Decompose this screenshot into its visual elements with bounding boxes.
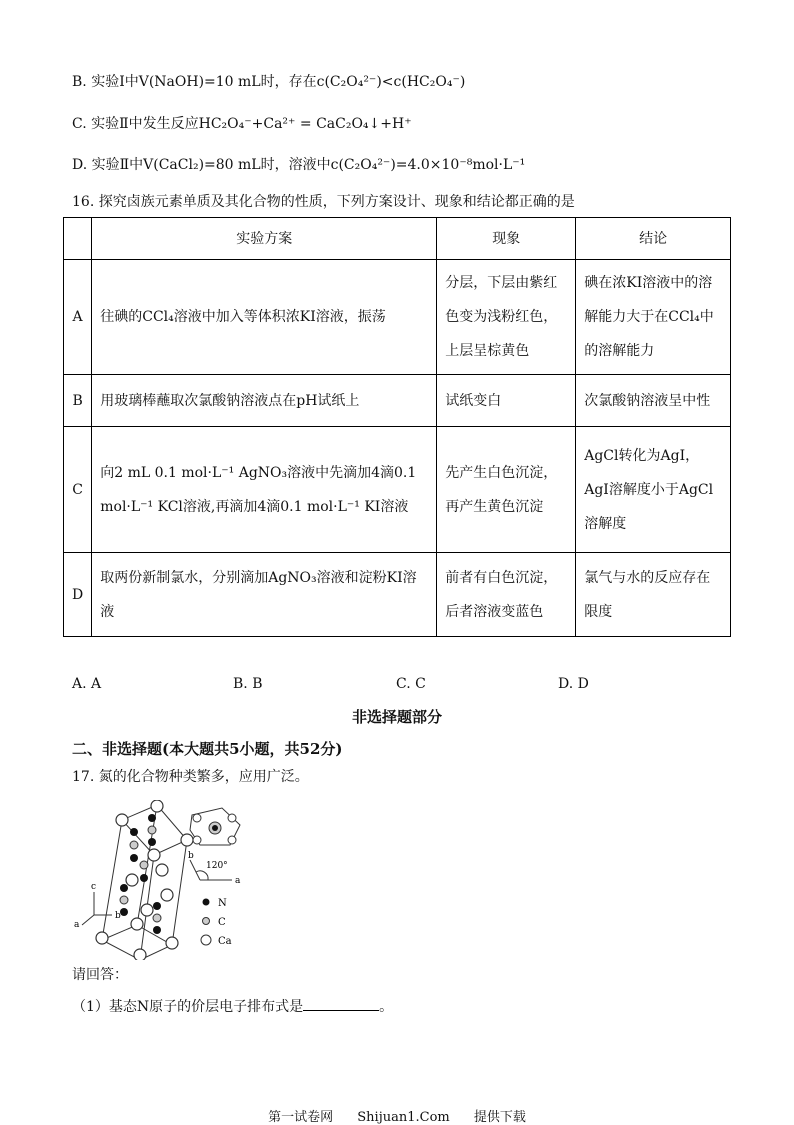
row-conclusion: AgCl转化为AgI，AgI溶解度小于AgCl溶解度	[576, 427, 731, 553]
row-label: B	[64, 375, 92, 427]
footer-site: 第一试卷网	[268, 1110, 334, 1125]
legend-ca-marker	[201, 935, 211, 945]
section-title: 非选择题部分	[351, 708, 442, 726]
table-row	[64, 553, 731, 637]
row-plan: 用玻璃棒蘸取次氯酸钠溶液点在pH试纸上	[92, 375, 437, 427]
header-phenomenon: 现象	[437, 218, 576, 260]
header-plan: 实验方案	[92, 218, 437, 260]
experiment-table	[63, 217, 731, 637]
row-phenomenon: 分层，下层由紫红色变为浅粉红色，上层呈棕黄色	[437, 260, 576, 375]
header-conclusion: 结论	[576, 218, 731, 260]
legend-c: C	[218, 917, 226, 928]
option-b: B. 实验Ⅰ中V(NaOH)=10 mL时，存在c(C₂O₄²⁻)<c(HC₂O₄⁻)	[72, 74, 466, 90]
question-16-stem: 16. 探究卤族元素单质及其化合物的性质，下列方案设计、现象和结论都正确的是	[72, 194, 575, 210]
table-header-row	[64, 218, 731, 260]
answer-c: C. C	[396, 676, 426, 692]
page-footer	[0, 1106, 794, 1125]
answer-blank	[303, 996, 379, 1011]
row-label: C	[64, 427, 92, 553]
sub-question-1-end: 。	[379, 999, 394, 1015]
angle-label: 120°	[206, 861, 228, 871]
row-plan: 取两份新制氯水，分别滴加AgNO₃溶液和淀粉KI溶液	[92, 553, 437, 637]
answer-b: B. B	[233, 676, 263, 692]
legend-ca: Ca	[218, 936, 232, 947]
row-plan: 往碘的CCl₄溶液中加入等体积浓KI溶液，振荡	[92, 260, 437, 375]
section-heading: 二、非选择题(本大题共5小题，共52分)	[72, 740, 343, 758]
footer-url: Shijuan1.Com	[357, 1110, 450, 1125]
axis-c-label: c	[91, 882, 97, 892]
header-label	[64, 218, 92, 260]
row-conclusion: 碘在浓KI溶液中的溶解能力大于在CCl₄中的溶解能力	[576, 260, 731, 375]
row-plan: 向2 mL 0.1 mol·L⁻¹ AgNO₃溶液中先滴加4滴0.1 mol·L⁻¹ KCl溶液,再滴加4滴0.1 mol·L⁻¹ KI溶液	[92, 427, 437, 553]
answer-d: D. D	[558, 676, 589, 692]
legend-n: N	[218, 898, 227, 909]
option-d: D. 实验Ⅱ中V(CaCl₂)=80 mL时，溶液中c(C₂O₄²⁻)=4.0×10⁻⁸mol·L⁻¹	[72, 157, 526, 173]
table-row	[64, 375, 731, 427]
option-c: C. 实验Ⅱ中发生反应HC₂O₄⁻+Ca²⁺ = CaC₂O₄↓+H⁺	[72, 116, 412, 132]
row-conclusion: 氯气与水的反应存在限度	[576, 553, 731, 637]
row-label: A	[64, 260, 92, 375]
table-row	[64, 427, 731, 553]
row-phenomenon: 先产生白色沉淀，再产生黄色沉淀	[437, 427, 576, 553]
row-label: D	[64, 553, 92, 637]
legend-n-marker	[203, 899, 210, 906]
footer-note: 提供下载	[473, 1110, 526, 1125]
angle-axis-a: a	[235, 876, 241, 886]
question-17-stem: 17. 氮的化合物种类繁多，应用广泛。	[72, 769, 309, 785]
row-phenomenon: 试纸变白	[437, 375, 576, 427]
row-conclusion: 次氯酸钠溶液呈中性	[576, 375, 731, 427]
answer-a: A. A	[72, 676, 102, 692]
legend-c-marker	[203, 918, 210, 925]
answer-prompt: 请回答：	[72, 967, 128, 983]
angle-axis-b: b	[188, 851, 194, 861]
crystal-structure-figure	[72, 800, 272, 960]
axis-a-label: a	[74, 920, 80, 930]
table-row	[64, 260, 731, 375]
axis-b-label: b	[115, 911, 121, 921]
sub-question-1-text: （1）基态N原子的价层电子排布式是	[72, 999, 304, 1015]
row-phenomenon: 前者有白色沉淀，后者溶液变蓝色	[437, 553, 576, 637]
sub-question-1	[72, 996, 393, 1017]
